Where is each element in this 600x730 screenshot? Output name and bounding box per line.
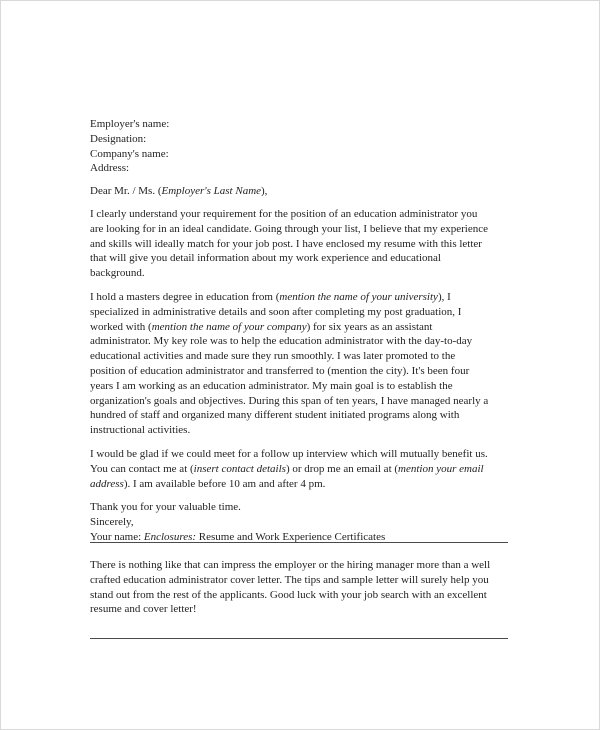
divider-bottom (90, 638, 508, 639)
footer-line: resume and cover letter! (90, 603, 197, 616)
paragraph-line: organization's goals and objectives. During this span of ten years, I have managed nearly a (90, 394, 489, 407)
footer-line: stand out from the rest of the applicants. Good luck with your job search with an excellent (90, 588, 487, 601)
paragraph-line: I clearly understand your requirement for the position of an education administrator you (90, 207, 478, 220)
cover-letter-body (90, 117, 514, 545)
salutation-prefix: Dear Mr. / Ms. ( (90, 185, 162, 198)
footer-line: crafted education administrator cover letter. The tips and sample letter will surely help you (90, 573, 489, 586)
name-label: Your name: (90, 530, 144, 543)
employer-name-field: Employer's name: (90, 118, 170, 130)
paragraph-line: hundred of staff and organized many different student initiated programs along with (90, 409, 460, 422)
closing (90, 500, 514, 544)
salutation-placeholder: Employer's Last Name (161, 185, 262, 198)
paragraph-line: specialized in administrative details and soon after completing my post graduation, I (90, 305, 462, 318)
salutation-suffix: ), (261, 185, 268, 198)
contact-placeholder: insert contact details (193, 462, 286, 475)
paragraph-line: background. (90, 267, 145, 280)
sincerely-line: Sincerely, (90, 516, 134, 529)
paragraph-contact (90, 447, 514, 491)
paragraph-line: worked with (mention the name of your company) for six years as an assistant (90, 320, 433, 333)
footer-line: There is nothing like that can impress the employer or the hiring manager more than a well (90, 559, 491, 571)
paragraph-line: instructional activities. (90, 424, 191, 437)
paragraph-line: I hold a masters degree in education from (mention the name of your university), I (90, 290, 451, 303)
paragraph-line: educational activities and made sure they run smoothly. I was later promoted to the (90, 350, 456, 363)
paragraph-line: and skills will ideally match for your job post. I have enclosed my resume with this letter (90, 237, 482, 250)
paragraph-line: I would be glad if we could meet for a follow up interview which will mutually benefit us. (90, 447, 488, 460)
paragraph-line: You can contact me at (insert contact details) or drop me an email at (mention your email (90, 462, 484, 475)
paragraph-experience (90, 290, 514, 438)
paragraph-intro (90, 207, 514, 281)
paragraph-line: that will give you detail information about my work experience and educational (90, 252, 441, 265)
enclosures-text: Resume and Work Experience Certificates (196, 530, 386, 543)
address-field: Address: (90, 162, 130, 175)
email-placeholder: mention your email (398, 462, 484, 475)
enclosures-label: Enclosures: (143, 530, 197, 543)
paragraph-line: years I am working as an education administrator. My main goal is to establish the (90, 379, 453, 392)
designation-field: Designation: (90, 132, 147, 145)
university-placeholder: mention the name of your university (279, 290, 438, 303)
paragraph-line: address). I am available before 10 am and after 4 pm. (90, 477, 326, 490)
divider-top (90, 542, 508, 543)
company-placeholder: mention the name of your company (151, 320, 307, 333)
header-fields (90, 117, 514, 176)
paragraph-line: administrator. My key role was to help the education administrator with the day-to-day (90, 335, 473, 348)
company-name-field: Company's name: (90, 147, 169, 160)
paragraph-line: are looking for in an ideal candidate. Going through your list, I believe that my experience (90, 222, 489, 235)
thanks-line: Thank you for your valuable time. (90, 501, 241, 514)
footer-note (90, 558, 514, 617)
paragraph-line: position of education administrator and transferred to (mention the city). It's been four (90, 364, 470, 377)
salutation (90, 184, 514, 199)
